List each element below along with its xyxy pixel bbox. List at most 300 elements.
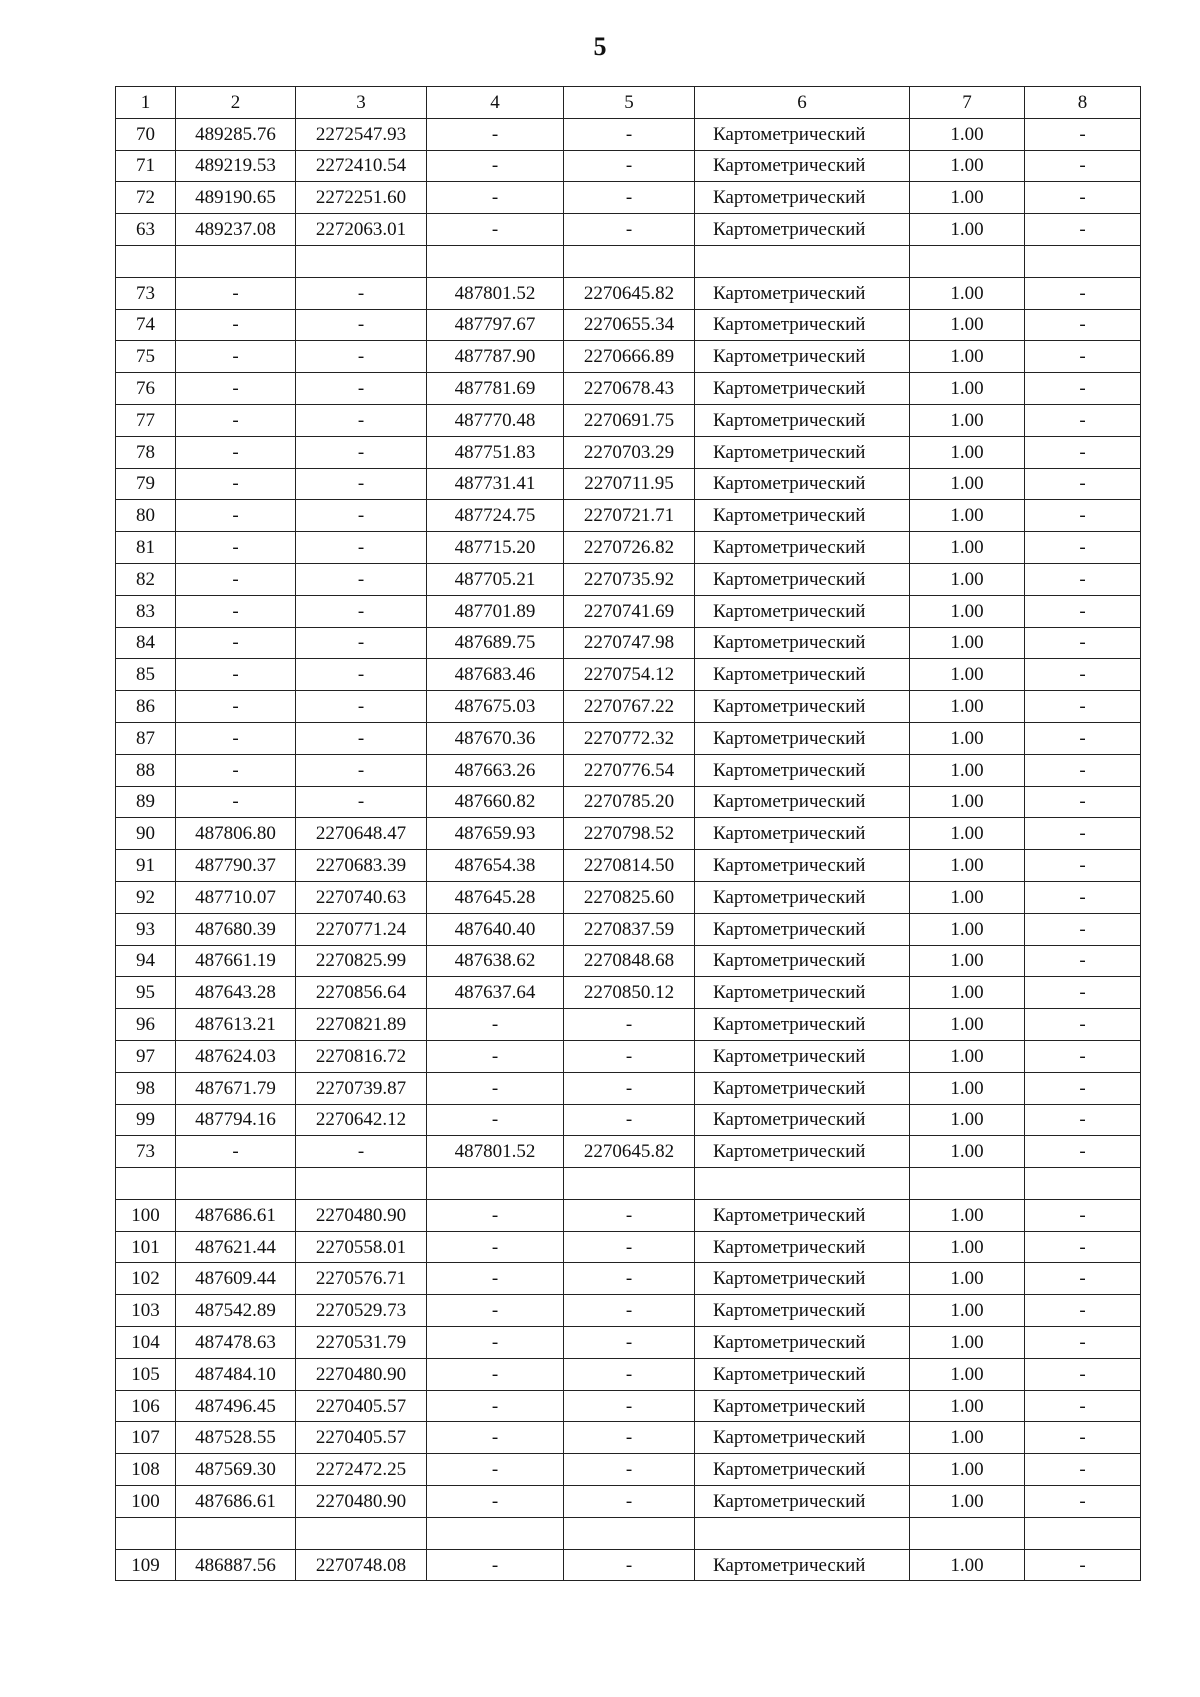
table-cell: 2270711.95: [564, 468, 695, 500]
table-cell: 487661.19: [176, 945, 296, 977]
table-cell: Картометрический: [695, 373, 910, 405]
table-cell: 487790.37: [176, 850, 296, 882]
table-cell: 83: [116, 595, 176, 627]
table-cell: Картометрический: [695, 1072, 910, 1104]
table-cell: 487671.79: [176, 1072, 296, 1104]
table-cell: 487663.26: [427, 754, 564, 786]
table-row: [116, 754, 1141, 786]
table-cell: Картометрический: [695, 1263, 910, 1295]
table-cell: -: [1025, 691, 1141, 723]
table-cell: -: [176, 373, 296, 405]
table-cell: 2270703.29: [564, 436, 695, 468]
table-cell: 487643.28: [176, 977, 296, 1009]
table-row: [116, 1454, 1141, 1486]
table-cell: -: [1025, 118, 1141, 150]
table-cell: 2270740.63: [296, 881, 427, 913]
table-row: [116, 436, 1141, 468]
table-cell: -: [427, 1072, 564, 1104]
table-cell: 2270726.82: [564, 532, 695, 564]
table-cell: -: [427, 214, 564, 246]
table-cell: [564, 1168, 695, 1200]
table-cell: Картометрический: [695, 754, 910, 786]
table-row: [116, 818, 1141, 850]
table-cell: 63: [116, 214, 176, 246]
coordinates-table: [115, 86, 1141, 1581]
table-cell: 80: [116, 500, 176, 532]
table-cell: 487613.21: [176, 1009, 296, 1041]
table-cell: 1.00: [910, 977, 1025, 1009]
table-cell: 103: [116, 1295, 176, 1327]
table-cell: -: [1025, 214, 1141, 246]
table-cell: 487670.36: [427, 722, 564, 754]
table-cell: 1.00: [910, 277, 1025, 309]
table-cell: [695, 1168, 910, 1200]
table-cell: 487801.52: [427, 1136, 564, 1168]
table-cell: 1.00: [910, 404, 1025, 436]
table-cell: 74: [116, 309, 176, 341]
table-cell: 489285.76: [176, 118, 296, 150]
table-row: [116, 373, 1141, 405]
table-cell: 96: [116, 1009, 176, 1041]
table-cell: -: [176, 532, 296, 564]
table-cell: -: [1025, 500, 1141, 532]
table-cell: 487724.75: [427, 500, 564, 532]
table-cell: -: [296, 373, 427, 405]
table-cell: -: [427, 118, 564, 150]
table-cell: -: [1025, 1486, 1141, 1518]
table-cell: 1.00: [910, 691, 1025, 723]
table-row: [116, 563, 1141, 595]
table-cell: Картометрический: [695, 1295, 910, 1327]
table-cell: [176, 1517, 296, 1549]
table-cell: 1.00: [910, 659, 1025, 691]
table-cell: 2270825.60: [564, 881, 695, 913]
table-cell: 2272063.01: [296, 214, 427, 246]
table-cell: -: [296, 595, 427, 627]
table-cell: 2270850.12: [564, 977, 695, 1009]
table-cell: [910, 245, 1025, 277]
table-cell: -: [296, 532, 427, 564]
table-cell: -: [296, 468, 427, 500]
table-cell: 104: [116, 1327, 176, 1359]
table-cell: -: [564, 214, 695, 246]
table-cell: -: [564, 1358, 695, 1390]
table-cell: -: [1025, 754, 1141, 786]
table-cell: 487686.61: [176, 1199, 296, 1231]
table-cell: -: [296, 277, 427, 309]
table-cell: 1.00: [910, 341, 1025, 373]
table-cell: -: [1025, 1454, 1141, 1486]
table-cell: 77: [116, 404, 176, 436]
table-cell: 100: [116, 1486, 176, 1518]
table-cell: 102: [116, 1263, 176, 1295]
table-cell: 2270721.71: [564, 500, 695, 532]
table-cell: 2270848.68: [564, 945, 695, 977]
table-row: [116, 1072, 1141, 1104]
table-cell: Картометрический: [695, 563, 910, 595]
table-cell: -: [1025, 786, 1141, 818]
table-cell: -: [176, 786, 296, 818]
table-cell: 2270480.90: [296, 1358, 427, 1390]
table-header-row: [116, 87, 1141, 119]
table-cell: -: [296, 404, 427, 436]
table-cell: 1.00: [910, 1104, 1025, 1136]
table-cell: -: [564, 150, 695, 182]
table-cell: 78: [116, 436, 176, 468]
table-row: [116, 214, 1141, 246]
table-cell: 98: [116, 1072, 176, 1104]
table-cell: [695, 1517, 910, 1549]
table-cell: 2270405.57: [296, 1422, 427, 1454]
table-cell: Картометрический: [695, 1358, 910, 1390]
table-cell: 2272472.25: [296, 1454, 427, 1486]
table-cell: Картометрический: [695, 1422, 910, 1454]
table-cell: 97: [116, 1040, 176, 1072]
table-cell: -: [564, 1486, 695, 1518]
table-cell: -: [1025, 1104, 1141, 1136]
table-cell: 487787.90: [427, 341, 564, 373]
table-cell: Картометрический: [695, 595, 910, 627]
table-cell: -: [176, 309, 296, 341]
table-cell: 487689.75: [427, 627, 564, 659]
table-row: [116, 309, 1141, 341]
table-cell: -: [427, 182, 564, 214]
table-cell: 1.00: [910, 850, 1025, 882]
table-cell: 2270837.59: [564, 913, 695, 945]
table-cell: Картометрический: [695, 1040, 910, 1072]
table-cell: 73: [116, 277, 176, 309]
table-cell: 487710.07: [176, 881, 296, 913]
table-cell: -: [427, 1358, 564, 1390]
table-cell: 2270480.90: [296, 1199, 427, 1231]
table-cell: -: [1025, 1327, 1141, 1359]
table-cell: 1.00: [910, 1009, 1025, 1041]
table-row: [116, 1136, 1141, 1168]
table-cell: -: [1025, 1199, 1141, 1231]
table-cell: Картометрический: [695, 182, 910, 214]
table-cell: Картометрический: [695, 786, 910, 818]
table-cell: -: [1025, 1009, 1141, 1041]
table-cell: -: [1025, 341, 1141, 373]
table-cell: 1.00: [910, 881, 1025, 913]
table-cell: 90: [116, 818, 176, 850]
table-cell: 2270558.01: [296, 1231, 427, 1263]
table-cell: [296, 245, 427, 277]
table-row: [116, 1517, 1141, 1549]
table-cell: 489237.08: [176, 214, 296, 246]
table-cell: [1025, 245, 1141, 277]
table-cell: 487640.40: [427, 913, 564, 945]
table-cell: 487637.64: [427, 977, 564, 1009]
table-cell: -: [1025, 404, 1141, 436]
table-cell: -: [564, 182, 695, 214]
table-cell: -: [176, 1136, 296, 1168]
table-row: [116, 881, 1141, 913]
table-cell: -: [1025, 913, 1141, 945]
table-cell: 1.00: [910, 1263, 1025, 1295]
table-row: [116, 627, 1141, 659]
table-cell: -: [296, 627, 427, 659]
table-cell: 2270816.72: [296, 1040, 427, 1072]
table-cell: -: [1025, 1422, 1141, 1454]
table-row: [116, 404, 1141, 436]
table-cell: 1.00: [910, 1072, 1025, 1104]
table-row: [116, 1199, 1141, 1231]
header-cell: 3: [296, 87, 427, 119]
table-cell: -: [176, 436, 296, 468]
table-cell: 85: [116, 659, 176, 691]
table-cell: 2270754.12: [564, 659, 695, 691]
table-cell: Картометрический: [695, 1327, 910, 1359]
table-cell: [176, 245, 296, 277]
table-cell: 105: [116, 1358, 176, 1390]
table-cell: 1.00: [910, 722, 1025, 754]
table-cell: 487675.03: [427, 691, 564, 723]
table-cell: 1.00: [910, 309, 1025, 341]
table-cell: 2270691.75: [564, 404, 695, 436]
table-cell: [116, 245, 176, 277]
table-cell: -: [564, 1390, 695, 1422]
table-cell: Картометрический: [695, 1231, 910, 1263]
table-cell: -: [1025, 1040, 1141, 1072]
table-cell: -: [176, 754, 296, 786]
table-cell: 1.00: [910, 754, 1025, 786]
table-cell: 2270771.24: [296, 913, 427, 945]
table-row: [116, 341, 1141, 373]
table-cell: [176, 1168, 296, 1200]
table-cell: 73: [116, 1136, 176, 1168]
table-cell: -: [1025, 182, 1141, 214]
table-cell: 487478.63: [176, 1327, 296, 1359]
table-cell: 487683.46: [427, 659, 564, 691]
table-cell: Картометрический: [695, 341, 910, 373]
table-cell: 1.00: [910, 436, 1025, 468]
table-cell: -: [296, 436, 427, 468]
table-row: [116, 1168, 1141, 1200]
table-cell: Картометрический: [695, 214, 910, 246]
header-cell: 7: [910, 87, 1025, 119]
table-cell: [564, 245, 695, 277]
table-cell: -: [176, 627, 296, 659]
table-cell: -: [427, 1104, 564, 1136]
table-cell: -: [296, 1136, 427, 1168]
table-cell: 487770.48: [427, 404, 564, 436]
table-cell: 1.00: [910, 1486, 1025, 1518]
table-cell: 2270655.34: [564, 309, 695, 341]
table-cell: 487794.16: [176, 1104, 296, 1136]
table-cell: 1.00: [910, 1136, 1025, 1168]
table-cell: 1.00: [910, 818, 1025, 850]
table-cell: 487484.10: [176, 1358, 296, 1390]
table-cell: 487660.82: [427, 786, 564, 818]
table-cell: 1.00: [910, 1295, 1025, 1327]
table-cell: -: [427, 1454, 564, 1486]
table-row: [116, 945, 1141, 977]
table-row: [116, 1390, 1141, 1422]
table-row: [116, 722, 1141, 754]
table-cell: [1025, 1168, 1141, 1200]
table-cell: 2270645.82: [564, 277, 695, 309]
table-row: [116, 1104, 1141, 1136]
table-cell: -: [296, 691, 427, 723]
table-cell: -: [1025, 277, 1141, 309]
table-cell: 1.00: [910, 913, 1025, 945]
table-cell: 487751.83: [427, 436, 564, 468]
table-cell: 1.00: [910, 595, 1025, 627]
table-row: [116, 277, 1141, 309]
table-cell: [695, 245, 910, 277]
table-cell: Картометрический: [695, 1199, 910, 1231]
table-cell: 2270735.92: [564, 563, 695, 595]
table-cell: 1.00: [910, 1422, 1025, 1454]
table-cell: [910, 1168, 1025, 1200]
table-cell: 487659.93: [427, 818, 564, 850]
table-cell: [910, 1517, 1025, 1549]
table-cell: -: [427, 1549, 564, 1581]
table-row: [116, 595, 1141, 627]
table-cell: -: [427, 1199, 564, 1231]
table-cell: 106: [116, 1390, 176, 1422]
table-cell: 487715.20: [427, 532, 564, 564]
table-cell: -: [1025, 1549, 1141, 1581]
table-cell: Картометрический: [695, 913, 910, 945]
table-cell: [427, 1517, 564, 1549]
table-cell: -: [427, 1486, 564, 1518]
table-cell: 2270648.47: [296, 818, 427, 850]
table-cell: 487680.39: [176, 913, 296, 945]
table-cell: Картометрический: [695, 150, 910, 182]
table-cell: 76: [116, 373, 176, 405]
table-cell: 94: [116, 945, 176, 977]
table-cell: -: [564, 1327, 695, 1359]
table-cell: -: [564, 1422, 695, 1454]
table-cell: -: [1025, 563, 1141, 595]
table-cell: 1.00: [910, 1231, 1025, 1263]
table-cell: 2270678.43: [564, 373, 695, 405]
table-cell: 487731.41: [427, 468, 564, 500]
table-cell: Картометрический: [695, 468, 910, 500]
table-cell: 93: [116, 913, 176, 945]
table-cell: -: [176, 563, 296, 595]
table-cell: -: [427, 1040, 564, 1072]
table-cell: -: [1025, 945, 1141, 977]
table-row: [116, 532, 1141, 564]
table-cell: 2270739.87: [296, 1072, 427, 1104]
table-cell: Картометрический: [695, 1104, 910, 1136]
table-cell: -: [427, 1295, 564, 1327]
table-cell: 75: [116, 341, 176, 373]
table-cell: 489219.53: [176, 150, 296, 182]
table-cell: -: [427, 1231, 564, 1263]
table-cell: 1.00: [910, 945, 1025, 977]
table-cell: Картометрический: [695, 1009, 910, 1041]
table-cell: -: [1025, 1136, 1141, 1168]
table-cell: 489190.65: [176, 182, 296, 214]
table-cell: 487569.30: [176, 1454, 296, 1486]
table-cell: -: [1025, 468, 1141, 500]
table-cell: 2270785.20: [564, 786, 695, 818]
table-cell: 2270576.71: [296, 1263, 427, 1295]
table-cell: Картометрический: [695, 1549, 910, 1581]
table-cell: 487701.89: [427, 595, 564, 627]
table-row: [116, 913, 1141, 945]
table-cell: -: [564, 118, 695, 150]
table-cell: 2270642.12: [296, 1104, 427, 1136]
table-cell: 2270741.69: [564, 595, 695, 627]
table-cell: 2270683.39: [296, 850, 427, 882]
table-cell: -: [1025, 977, 1141, 1009]
table-cell: 487806.80: [176, 818, 296, 850]
table-cell: -: [296, 341, 427, 373]
table-cell: -: [1025, 309, 1141, 341]
header-cell: 1: [116, 87, 176, 119]
table-cell: -: [1025, 1263, 1141, 1295]
table-cell: [296, 1517, 427, 1549]
header-cell: 8: [1025, 87, 1141, 119]
table-row: [116, 850, 1141, 882]
table-cell: 1.00: [910, 1199, 1025, 1231]
table-row: [116, 245, 1141, 277]
table-cell: Картометрический: [695, 881, 910, 913]
table-cell: -: [564, 1454, 695, 1486]
table-cell: Картометрический: [695, 404, 910, 436]
table-cell: -: [1025, 659, 1141, 691]
table-cell: 2270748.08: [296, 1549, 427, 1581]
header-cell: 6: [695, 87, 910, 119]
table-cell: 2270666.89: [564, 341, 695, 373]
table-cell: -: [176, 468, 296, 500]
table-cell: 91: [116, 850, 176, 882]
table-cell: 88: [116, 754, 176, 786]
table-cell: -: [176, 722, 296, 754]
header-cell: 4: [427, 87, 564, 119]
table-cell: 487781.69: [427, 373, 564, 405]
table-cell: 487686.61: [176, 1486, 296, 1518]
table-cell: -: [1025, 373, 1141, 405]
table-cell: 1.00: [910, 1454, 1025, 1486]
table-cell: 1.00: [910, 563, 1025, 595]
table-cell: 2270798.52: [564, 818, 695, 850]
table-cell: -: [176, 500, 296, 532]
table-cell: 1.00: [910, 532, 1025, 564]
table-cell: -: [176, 691, 296, 723]
table-cell: 84: [116, 627, 176, 659]
table-row: [116, 468, 1141, 500]
table-cell: 2270821.89: [296, 1009, 427, 1041]
table-cell: 2270531.79: [296, 1327, 427, 1359]
table-cell: -: [1025, 818, 1141, 850]
table-cell: -: [564, 1072, 695, 1104]
table-cell: -: [1025, 850, 1141, 882]
table-cell: -: [1025, 627, 1141, 659]
table-cell: -: [1025, 595, 1141, 627]
table-cell: 99: [116, 1104, 176, 1136]
table-cell: Картометрический: [695, 1486, 910, 1518]
table-cell: 1.00: [910, 1040, 1025, 1072]
table-cell: [427, 1168, 564, 1200]
table-cell: [1025, 1517, 1141, 1549]
table-cell: 100: [116, 1199, 176, 1231]
page-number: 5: [593, 32, 607, 61]
table-cell: 2270529.73: [296, 1295, 427, 1327]
table-row: [116, 500, 1141, 532]
table-cell: 1.00: [910, 1327, 1025, 1359]
table-cell: [116, 1517, 176, 1549]
table-cell: 487801.52: [427, 277, 564, 309]
table-cell: 1.00: [910, 118, 1025, 150]
table-cell: 487528.55: [176, 1422, 296, 1454]
table-cell: 89: [116, 786, 176, 818]
